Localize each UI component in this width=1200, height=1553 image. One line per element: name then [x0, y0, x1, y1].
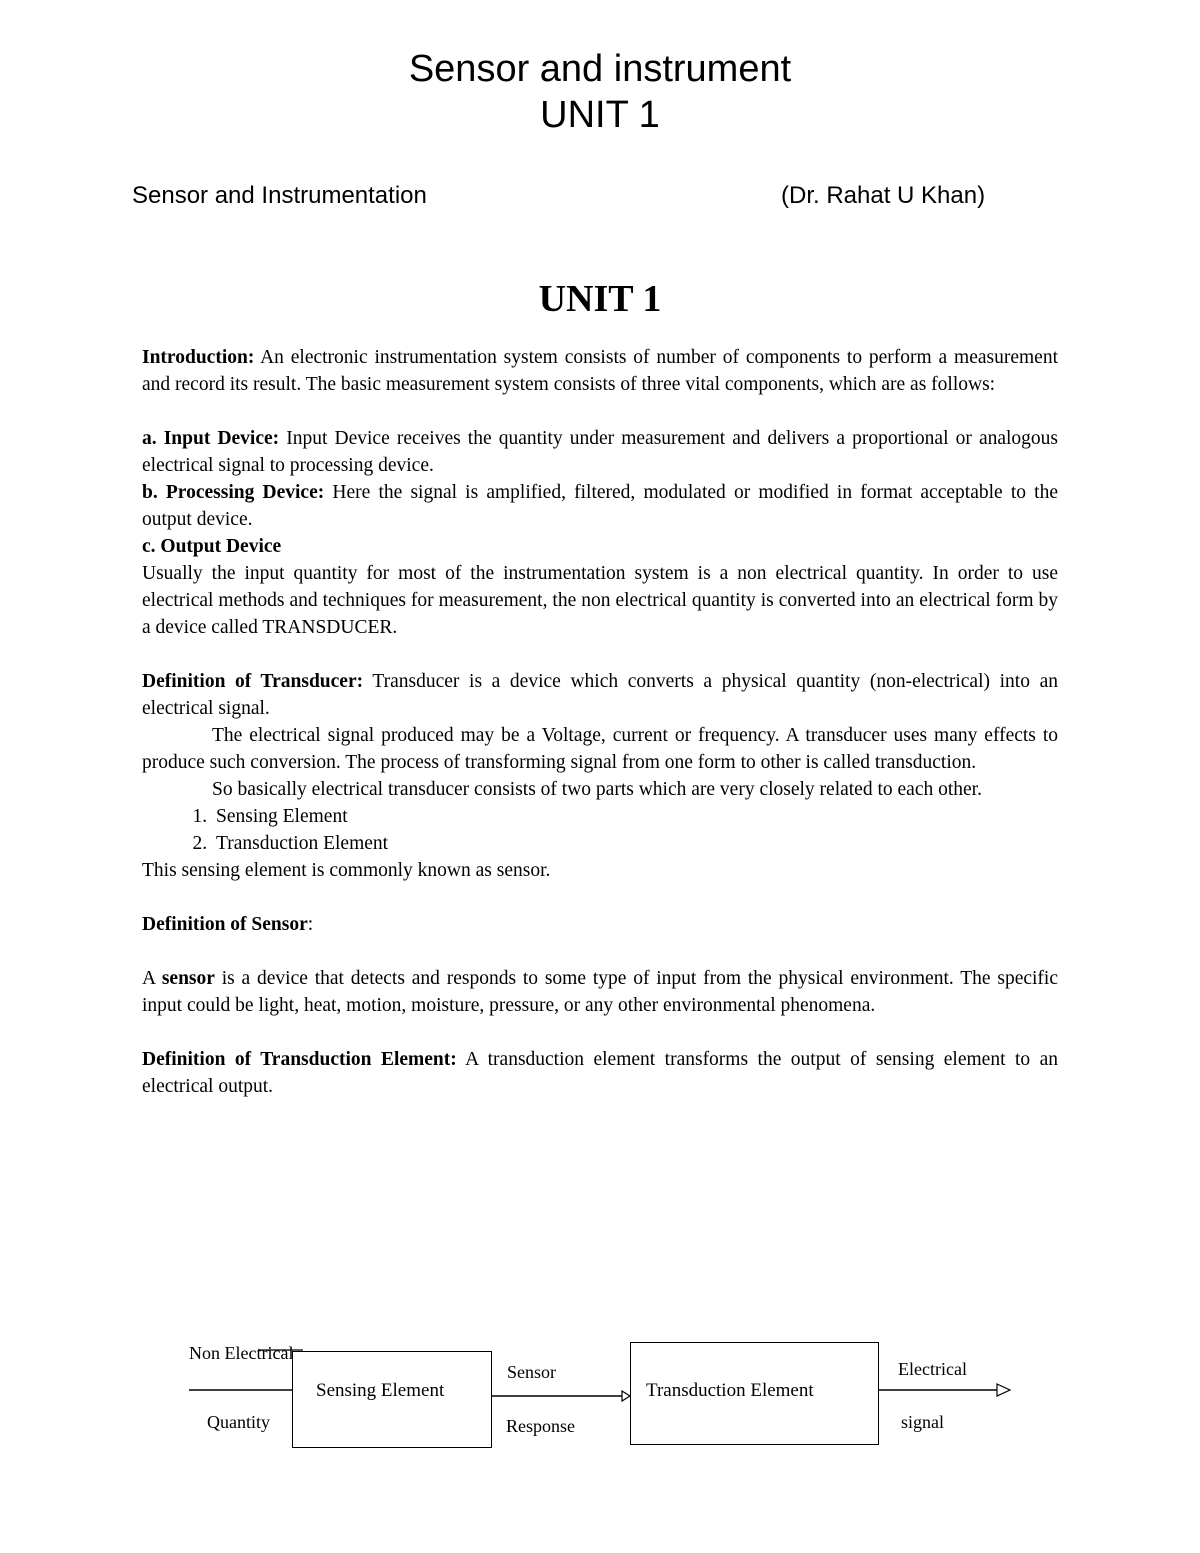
transducer-paragraph-2: The electrical signal produced may be a Voltage, current or frequency. A transducer uses many effects to produce such conversion. The process of transforming signal from one form to other is called transduction.	[142, 725, 1058, 773]
output-device-text: Usually the input quantity for most of the instrumentation system is a non electrical quantity. In order to use electrical methods and techniques for measurement, the non electrical quantity is converted into an electrical form by a device called TRANSDUCER.	[142, 563, 1058, 638]
sensor-word: sensor	[161, 968, 215, 989]
sensor-definition-colon: :	[307, 914, 314, 935]
sensor-definition-heading	[142, 911, 1058, 938]
input-device-label: a. Input Device:	[142, 428, 280, 449]
processing-device-label: b. Processing Device:	[142, 482, 325, 503]
sensor-definition-text	[142, 965, 1058, 1019]
page-title: Sensor and instrument	[408, 48, 792, 90]
sensor-text: is a device that detects and responds to some type of input from the physical environment. The specific input could be light, heat, motion, moisture, pressure, or any other environmental phenomena.	[142, 968, 1058, 1016]
intro-paragraph	[142, 344, 1058, 398]
input-device-text: Input Device receives the quantity under measurement and delivers a proportional or analogous electrical signal to processing device.	[142, 428, 1059, 476]
transduction-element-label: Transduction Element	[646, 1380, 814, 1401]
sensor-article: A	[142, 968, 162, 989]
transducer-label: Definition of Transducer:	[142, 671, 364, 692]
document-body	[142, 344, 1058, 1100]
transducer-text: Transducer is a device which converts a physical quantity (non-electrical) into an electrical signal.	[142, 671, 1058, 719]
author-name: (Dr. Rahat U Khan)	[781, 182, 986, 209]
processing-device-paragraph	[142, 479, 1058, 533]
page-subtitle-unit: UNIT 1	[540, 94, 660, 136]
mid-label-top: Sensor	[507, 1362, 556, 1382]
intro-label: Introduction:	[142, 347, 255, 368]
output-arrowhead	[997, 1384, 1010, 1396]
sensor-definition-label: Definition of Sensor	[142, 914, 308, 935]
sensing-note: This sensing element is commonly known as sensor.	[142, 860, 551, 881]
input-label-bottom: Quantity	[207, 1412, 270, 1432]
transducer-definition	[142, 668, 1058, 722]
list-item: 1. Sensing Element	[212, 803, 1058, 830]
transducer-parts-list	[142, 803, 1058, 857]
intro-text: An electronic instrumentation system consists of number of components to perform a measurement and record its result. The basic measurement system consists of three vital components, which are as follows:	[142, 347, 1058, 395]
processing-device-text: Here the signal is amplified, filtered, modulated or modified in format acceptable to the output device.	[142, 482, 1058, 530]
list-item: 2. Transduction Element	[212, 830, 1058, 857]
sensing-element-label: Sensing Element	[316, 1380, 445, 1401]
output-device-heading	[142, 533, 1058, 560]
transduction-definition	[142, 1046, 1058, 1100]
mid-label-bottom: Response	[506, 1416, 575, 1436]
output-device-label: c. Output Device	[142, 536, 282, 557]
unit-heading: UNIT 1	[538, 278, 662, 320]
input-label-top: Non Electrical	[189, 1343, 294, 1363]
output-label-top: Electrical	[898, 1359, 967, 1379]
transduction-text: A transduction element transforms the output of sensing element to an electrical output.	[142, 1049, 1058, 1097]
output-label-bottom: signal	[901, 1412, 944, 1432]
transducer-paragraph-3: So basically electrical transducer consists of two parts which are very closely related to each other.	[212, 779, 982, 800]
sensor-response-arrowhead	[622, 1391, 630, 1401]
course-name: Sensor and Instrumentation	[132, 182, 427, 209]
input-device-paragraph	[142, 425, 1058, 479]
transduction-label: Definition of Transduction Element:	[142, 1049, 457, 1070]
